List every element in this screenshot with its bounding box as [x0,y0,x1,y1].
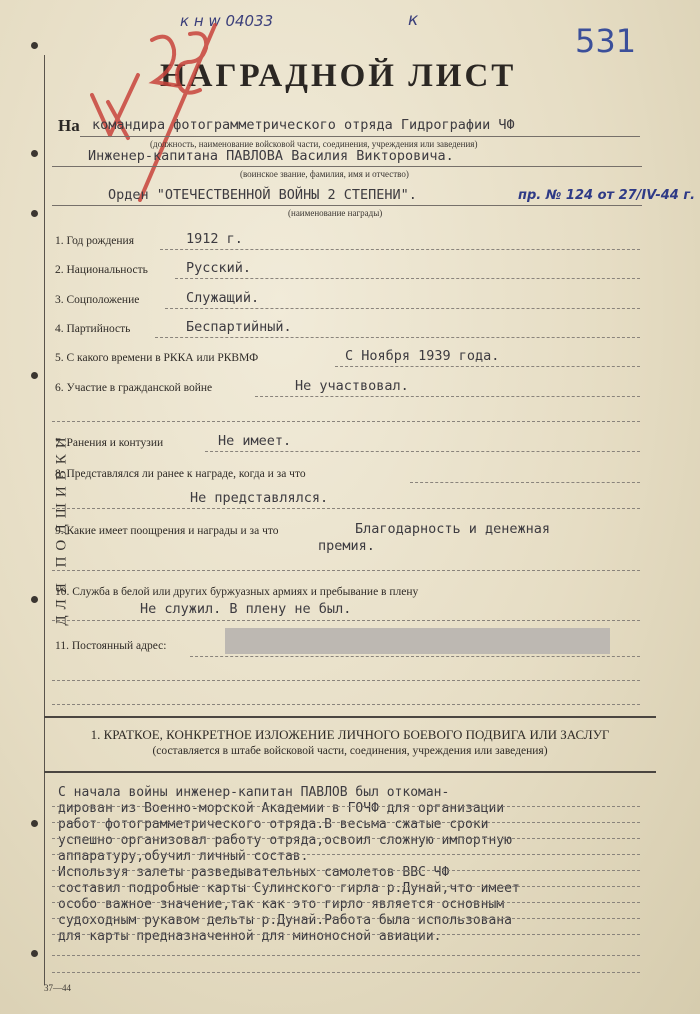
form-number: 37—44 [44,983,71,993]
field-label: 6. Участие в гражданской войне [55,382,213,394]
narrative-line: аппаратуру,обучил личный состав. [58,849,309,864]
field-value: Русский. [186,260,252,276]
narrative-line: составил подробные карты Сулинского гирла р.Дунай,что имеет [58,881,520,896]
field-label: 3. Соцположение [55,294,140,306]
field-value: 1912 г. [186,231,243,247]
person-value: Инженер-капитана ПАВЛОВА Василия Викторовича. [88,148,454,164]
narrative-line: для карты предназначенной для миноносной авиации. [58,929,442,944]
punch-hole [31,210,38,217]
redacted-address [225,628,610,654]
field-label: 11. Постоянный адрес: [55,640,167,652]
field-value: Не имеет. [218,433,292,449]
field-label: 8. Представлялся ли ранее к награде, когда и за что [55,468,306,480]
punch-hole [31,950,38,957]
page-number: 531 [575,22,637,60]
field-label: 2. Национальность [55,264,148,276]
narrative-line: работ фотограмметрического отряда.В весьма сжатые сроки [58,817,489,832]
narrative-line: успешно организовал работу отряда,освоил сложную импортную [58,833,512,848]
field-label: 10. Служба в белой или других буржуазных армиях и пребывание в плену [55,586,419,598]
field-value: Не участвовал. [295,378,409,394]
side-label: ДЛЯ ПОДШИВКИ [53,431,70,626]
person-caption: (воинское звание, фамилия, имя и отчество) [240,169,409,179]
field-label: 5. С какого времени в РККА или РКВМФ [55,352,259,364]
field-value: Благодарность и денежная [355,521,551,537]
field-value: Служащий. [186,290,260,306]
field-label: 9. Какие имеет поощрения и награды и за что [55,525,279,537]
field-label: 1. Год рождения [55,235,134,247]
archive-mark: к [408,10,419,30]
narrative-line: особо важное значение,так как это гирло является основным [58,897,505,912]
field-value-cont: премия. [318,538,375,554]
narrative-line: Используя залеты разведывательных самолетов ВВС ЧФ [58,865,450,880]
field-label: 7. Ранения и контузии [55,437,164,449]
narrative-line: судоходным рукавом дельты р.Дунай.Работа была использована [58,913,512,928]
field-value: Беспартийный. [186,319,292,335]
narrative-line: дирован из Военно-морской Академии в ГОЧФ для организации [58,801,505,816]
section-subtitle: (составляется в штабе войсковой части, соединения, учреждения или заведения) [152,745,548,757]
narrative-line: С начала войны инженер-капитан ПАВЛОВ был откоман- [58,785,450,800]
unit-caption: (должность, наименование войсковой части, соединения, учреждения или заведения) [150,139,478,149]
red-pencil-mark [80,20,250,210]
field-value: Не служил. В плену не был. [140,601,352,617]
archive-note: к н w 04033 [180,12,274,30]
na-label: На [58,116,80,135]
punch-hole [31,820,38,827]
field-value: Не представлялся. [190,490,329,506]
field-label: 4. Партийность [55,323,131,335]
binding-margin-line [44,55,45,985]
document-title: НАГРАДНОЙ ЛИСТ [160,58,517,94]
punch-hole [31,42,38,49]
unit-value: командира фотограмметрического отряда Гидрографии ЧФ [92,117,515,133]
section-title: 1. КРАТКОЕ, КОНКРЕТНОЕ ИЗЛОЖЕНИЕ ЛИЧНОГО БОЕВОГО ПОДВИГА ИЛИ ЗАСЛУГ [90,727,610,742]
award-caption: (наименование награды) [288,208,383,218]
punch-hole [31,150,38,157]
punch-hole [31,372,38,379]
punch-hole [31,596,38,603]
award-order-handwritten: пр. № 124 от 27/IV-44 г. [518,188,696,203]
award-value: Орден "ОТЕЧЕСТВЕННОЙ ВОЙНЫ 2 СТЕПЕНИ". [108,187,417,203]
field-value: С Ноября 1939 года. [345,348,500,364]
